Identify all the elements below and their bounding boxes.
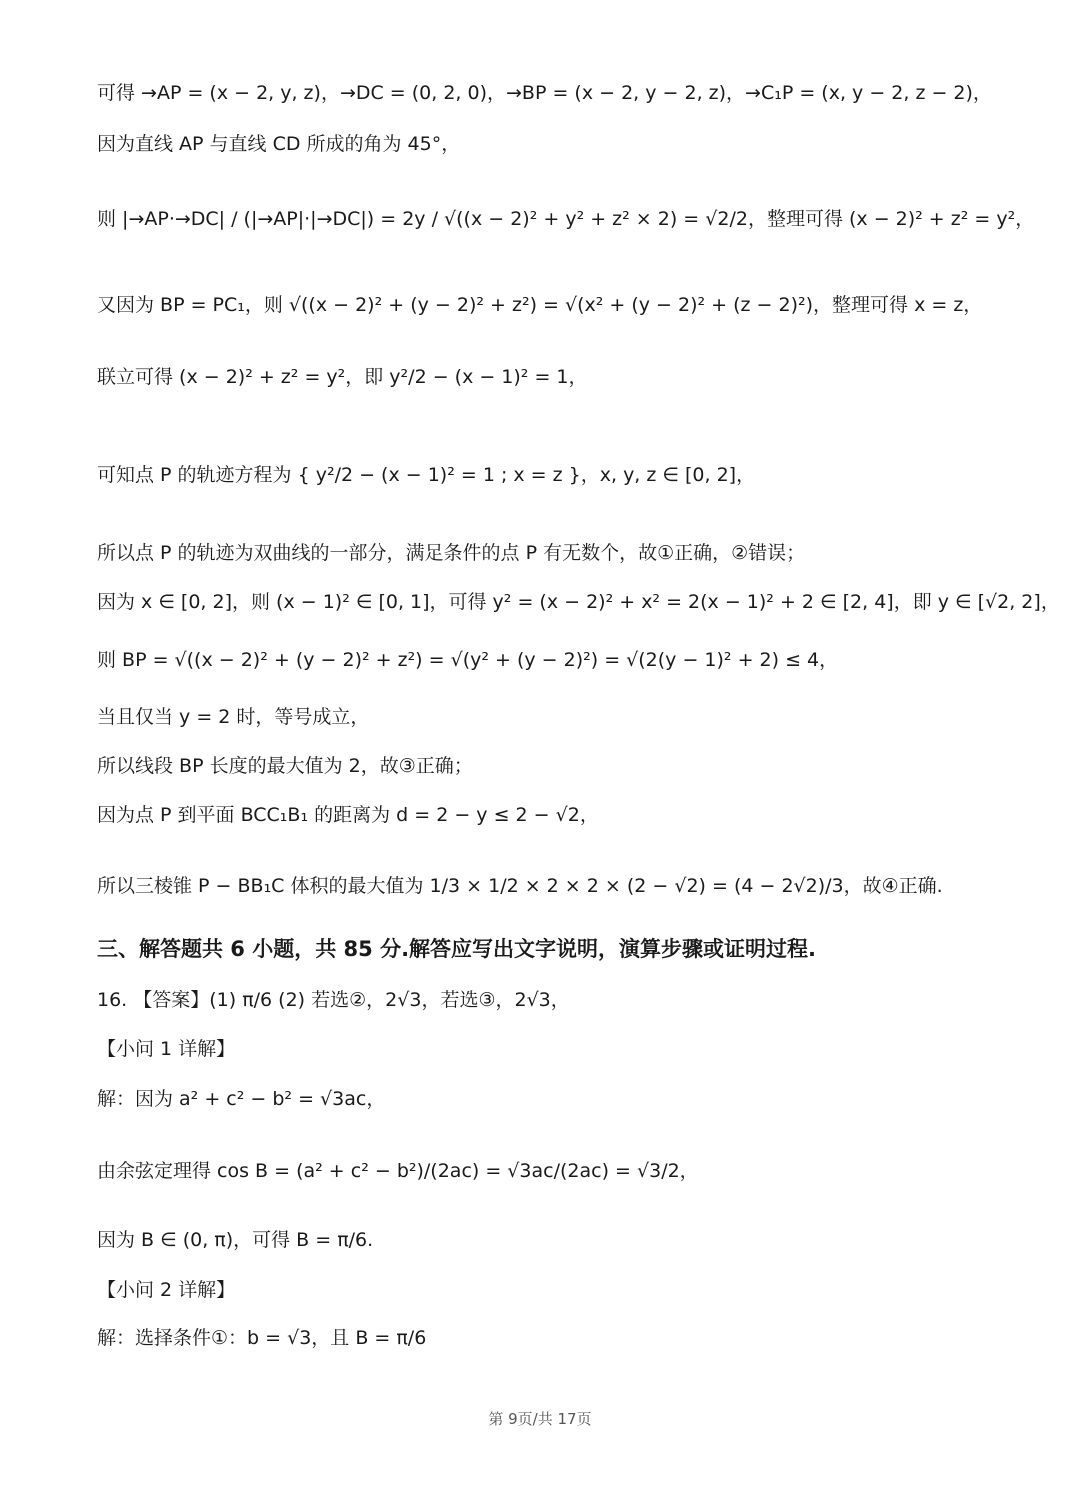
text-line: 所以线段 BP 长度的最大值为 2，故③正确； — [97, 755, 473, 777]
text-line: 所以点 P 的轨迹为双曲线的一部分，满足条件的点 P 有无数个，故①正确，②错误； — [97, 542, 806, 564]
text-line: 因为 B ∈ (0, π)，可得 B = π/6. — [97, 1229, 374, 1251]
text-line: 因为 x ∈ [0, 2]，则 (x − 1)² ∈ [0, 1]，可得 y² = (x − 2)² + x² = 2(x − 1)² + 2 ∈ [2, 4]，即 y ∈ [√2, 2]， — [97, 591, 1060, 613]
subheading: 【小问 2 详解】 — [97, 1279, 236, 1301]
text-line: 又因为 BP = PC₁，则 √((x − 2)² + (y − 2)² + z²) = √(x² + (y − 2)² + (z − 2)²)，整理可得 x = z， — [97, 294, 983, 316]
text-line: 则 |→AP·→DC| / (|→AP|·|→DC|) = 2y / √((x − 2)² + y² + z² × 2) = √2/2，整理可得 (x − 2)² + z² = y²， — [97, 208, 1035, 230]
text-line: 所以三棱锥 P − BB₁C 体积的最大值为 1/3 × 1/2 × 2 × 2 × (2 − √2) = (4 − 2√2)/3，故④正确. — [97, 875, 943, 897]
text-line: 因为点 P 到平面 BCC₁B₁ 的距离为 d = 2 − y ≤ 2 − √2， — [97, 804, 599, 826]
text-line: 联立可得 (x − 2)² + z² = y²，即 y²/2 − (x − 1)² = 1， — [97, 366, 588, 388]
text-line: 可知点 P 的轨迹方程为 { y²/2 − (x − 1)² = 1 ; x = z }，x, y, z ∈ [0, 2]， — [97, 464, 756, 486]
text-line: 可得 →AP = (x − 2, y, z)，→DC = (0, 2, 0)，→BP = (x − 2, y − 2, z)，→C₁P = (x, y − 2, z − 2)， — [97, 82, 992, 104]
text-line: 解：因为 a² + c² − b² = √3ac， — [97, 1088, 386, 1110]
text-line: 则 BP = √((x − 2)² + (y − 2)² + z²) = √(y² + (y − 2)²) = √(2(y − 1)² + 2) ≤ 4， — [97, 649, 839, 671]
text-line: 16. 【答案】(1) π/6 (2) 若选②，2√3，若选③，2√3， — [97, 989, 570, 1011]
text-line: 因为直线 AP 与直线 CD 所成的角为 45°， — [97, 133, 461, 155]
subheading: 【小问 1 详解】 — [97, 1038, 236, 1060]
text-line: 当且仅当 y = 2 时，等号成立， — [97, 706, 370, 728]
section-heading: 三、解答题共 6 小题，共 85 分.解答应写出文字说明，演算步骤或证明过程. — [97, 937, 817, 961]
text-line: 由余弦定理得 cos B = (a² + c² − b²)/(2ac) = √3ac/(2ac) = √3/2， — [97, 1160, 699, 1182]
page-footer: 第 9页/共 17页 — [488, 1410, 592, 1428]
text-line: 解：选择条件①：b = √3，且 B = π/6 — [97, 1327, 427, 1349]
